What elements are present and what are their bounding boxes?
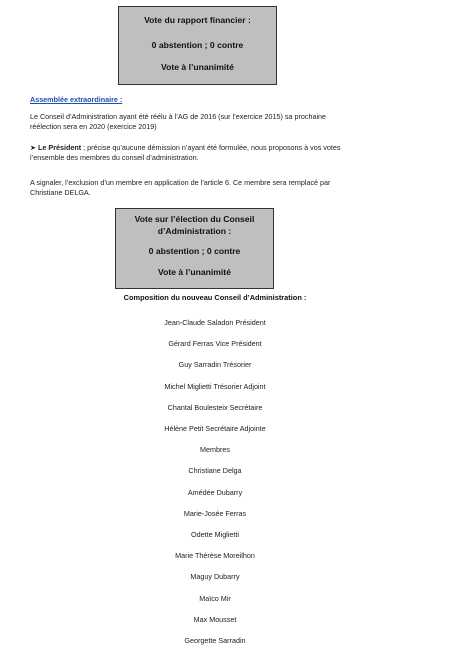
paragraph-president-line1: ; précise qu’aucune démission n’ayant été formulée, nous proposons à vos votes	[81, 143, 341, 152]
member-list-item: Marie Thérèse Moreilhon	[175, 551, 255, 561]
vote-board-result: Vote à l’unanimité	[158, 267, 231, 277]
member-list-item: Maguy Dubarry	[190, 572, 240, 582]
member-list-item: Georgette Sarradin	[184, 636, 246, 645]
member-list-item: Christiane Delga	[188, 466, 242, 476]
vote-financial-result: Vote à l’unanimité	[161, 62, 234, 72]
member-list-item: Max Mousset	[193, 614, 237, 624]
paragraph-president-line2: l’ensemble des membres du conseil d’administration.	[30, 153, 199, 162]
member-list-item: Membres	[200, 445, 230, 455]
composition-title: Composition du nouveau Conseil d’Administration :	[123, 293, 307, 302]
member-list-item: Amédée Dubarry	[187, 487, 243, 497]
member-list-item: Marie-Josée Ferras	[183, 508, 247, 518]
arrow-bullet-icon: ➤	[30, 143, 37, 152]
vote-board-title-line1: Vote sur l’élection du Conseil	[134, 214, 255, 224]
member-list-item: Jean-Claude Saladon Président	[164, 318, 266, 327]
extraordinary-heading: Assemblée extraordinaire :	[30, 95, 123, 104]
member-list-item: Gérard Ferras Vice Président	[168, 339, 262, 349]
member-list-item: Maïco Mir	[199, 593, 231, 603]
vote-financial-box	[118, 6, 277, 85]
paragraph-reelection	[30, 112, 430, 132]
vote-financial-title: Vote du rapport financier :	[144, 15, 251, 25]
vote-board-count: 0 abstention ; 0 contre	[148, 246, 241, 256]
vote-board-box	[115, 208, 274, 289]
president-label: Le Président	[38, 143, 82, 152]
paragraph-exclusion-line2: Christiane DELGA.	[30, 188, 91, 197]
paragraph-reelection-line2: réélection sera en 2020 (exercice 2019)	[30, 122, 157, 131]
paragraph-exclusion-line1: A signaler, l’exclusion d’un membre en application de l’article 6. Ce membre sera remplacé par	[30, 178, 331, 187]
member-list-item: Odette Miglietti	[191, 530, 239, 539]
paragraph-exclusion	[30, 178, 430, 198]
member-list-item: Michel Miglietti Trésorier Adjoint	[164, 381, 266, 391]
member-list-item: Hélène Petit Secrétaire Adjointe	[164, 424, 266, 433]
vote-financial-count: 0 abstention ; 0 contre	[151, 40, 244, 50]
member-list-item: Chantal Boulesteix Secrétaire	[167, 402, 263, 412]
paragraph-president	[30, 143, 430, 163]
paragraph-reelection-line1: Le Conseil d’Administration ayant été réélu à l’AG de 2016 (sur l’exercice 2015) sa prochaine	[30, 112, 327, 121]
member-list-item: Guy Sarradin Trésorier	[178, 360, 252, 370]
vote-board-title-line2: d’Administration :	[157, 226, 232, 236]
